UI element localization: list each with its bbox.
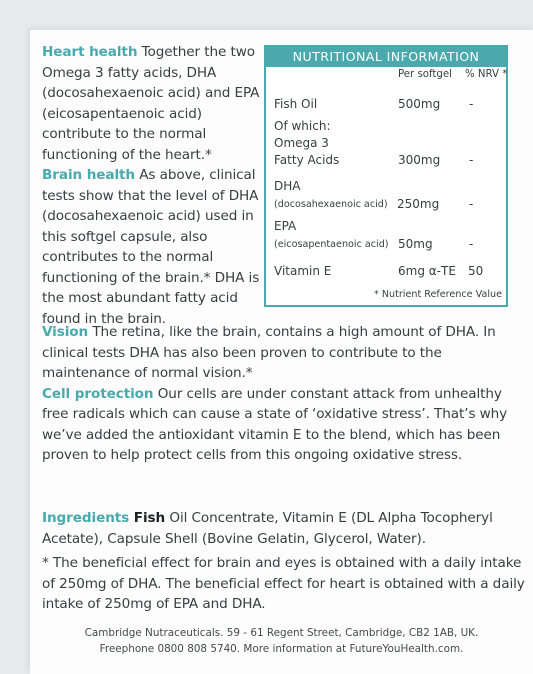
heart-health-text: Together the two Omega 3 fatty acids, DHA (docosahexaenoic acid) and EPA (eicosapentaenoic acid) contribute to the normal functioning of the heart.* (42, 44, 260, 163)
brain-health-text-start: As above, clinical tests show that the level of DHA (docosahexaenoic acid) used in this softgel capsule, also contributes to the normal functioning of the brain.* DHA is the most abundant fatty acid found in the brain. (42, 167, 260, 327)
company-address: Cambridge Nutraceuticals. 59 - 61 Regent Street, Cambridge, CB2 1AB, UK. (84, 627, 479, 639)
row-epa-name: EPA (274, 219, 297, 233)
nutrition-table-title: NUTRITIONAL INFORMATION (266, 47, 506, 67)
vision-text: The retina, like the brain, contains a high amount of DHA. In clinical tests DHA has also been proven to contribute to the maintenance of normal vision.* (42, 324, 496, 381)
row-vitamin-e-nrv: 50 (468, 264, 484, 278)
row-omega3-amount: 300mg (398, 153, 441, 167)
vision-paragraph (42, 322, 525, 384)
row-fish-oil-amount: 500mg (398, 97, 441, 111)
company-footer (30, 626, 533, 657)
row-epa-nrv: - (469, 237, 474, 251)
intro-column (42, 42, 264, 329)
row-dha-amount: 250mg (397, 197, 440, 211)
column-header-nrv: % NRV * (465, 69, 508, 80)
heart-health-paragraph (42, 42, 264, 165)
ingredients-paragraph (42, 508, 525, 549)
row-epa-amount: 50mg (398, 237, 433, 251)
brain-health-heading: Brain health (42, 167, 136, 183)
ingredients-text: Oil Concentrate, Vitamin E (DL Alpha Tocopheryl Acetate), Capsule Shell (Bovine Gelatin, Glycerol, Water). (42, 510, 493, 547)
heart-health-heading: Heart health (42, 44, 138, 60)
row-dha-nrv: - (469, 197, 474, 211)
company-contact: Freephone 0800 808 5740. More information at FutureYouHealth.com. (99, 642, 464, 655)
row-omega3-label-2: Omega 3 (274, 136, 329, 150)
row-fish-oil-nrv: - (469, 97, 474, 111)
row-vitamin-e-name: Vitamin E (274, 264, 332, 278)
ingredients-allergen: Fish (129, 510, 166, 526)
claims-footnote: * The beneficial effect for brain and eyes is obtained with a daily intake of 250mg of DHA. The beneficial effect for heart is obtained with a daily intake of 250mg of EPA and DHA. (42, 555, 525, 612)
product-info-panel (30, 30, 533, 674)
row-vitamin-e-amount: 6mg α-TE (398, 264, 456, 278)
ingredients-heading: Ingredients (42, 510, 130, 526)
row-omega3-label-3: Fatty Acids (274, 153, 340, 167)
cell-protection-paragraph (42, 384, 525, 466)
column-header-per-softgel: Per softgel (398, 69, 452, 80)
nutrition-table (264, 45, 508, 307)
row-dha-subname: (docosahexaenoic acid) (274, 199, 388, 210)
cell-protection-text: Our cells are under constant attack from unhealthy free radicals which can cause a state of ‘oxidative stress’. That’s why we’ve added the antioxidant vitamin E to the blend, which has been proven to help protect cells from this ongoing oxidative stress. (42, 385, 508, 463)
row-epa-subname: (eicosapentaenoic acid) (274, 239, 389, 250)
row-dha-name: DHA (274, 179, 301, 193)
row-fish-oil-name: Fish Oil (274, 97, 318, 111)
row-omega3-nrv: - (469, 153, 474, 167)
vision-heading: Vision (42, 324, 89, 340)
nutrient-reference-note: * Nutrient Reference Value (374, 289, 502, 300)
row-omega3-label-1: Of which: (274, 119, 331, 133)
cell-protection-heading: Cell protection (42, 385, 154, 402)
main-text-column (42, 322, 525, 466)
brain-health-paragraph (42, 165, 264, 329)
